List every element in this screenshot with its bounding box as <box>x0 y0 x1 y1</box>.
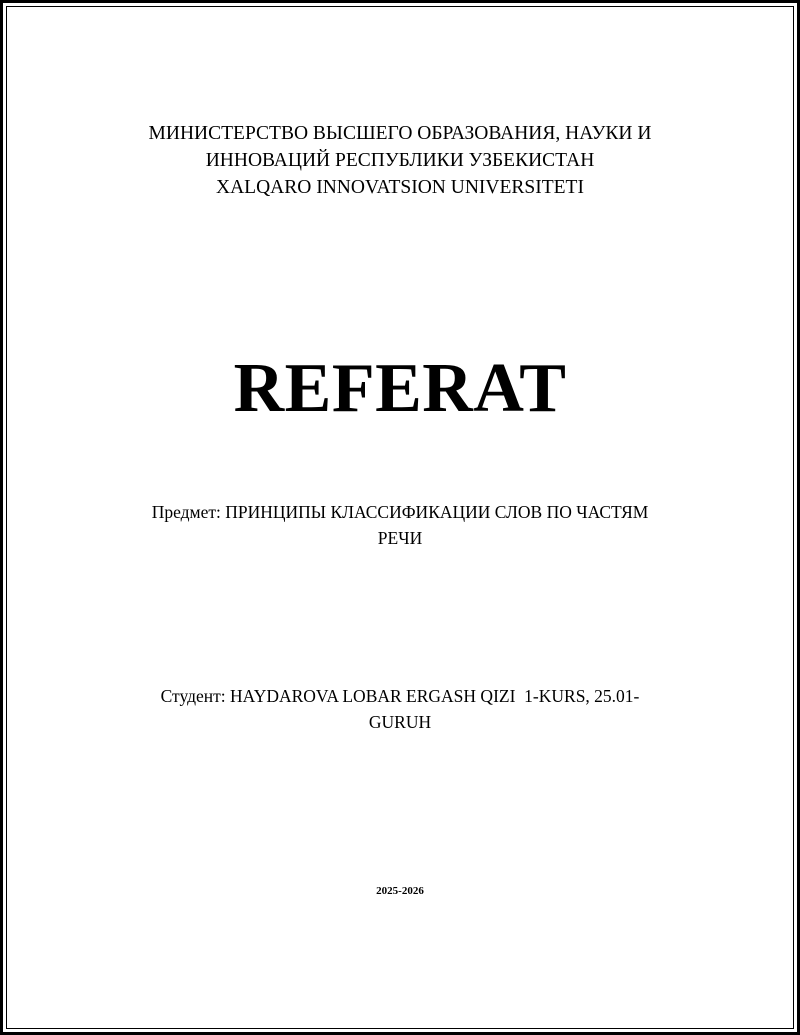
ministry-header <box>0 120 800 201</box>
ministry-line-2: ИННОВАЦИЙ РЕСПУБЛИКИ УЗБЕКИСТАН <box>205 150 595 171</box>
university-name: XALQARO INNOVATSION UNIVERSITETI <box>216 177 584 198</box>
student-line-1: Студент: HAYDAROVA LOBAR ERGASH QIZI 1-KURS, 25.01- <box>160 686 640 706</box>
ministry-line-1: МИНИСТЕРСТВО ВЫСШЕГО ОБРАЗОВАНИЯ, НАУКИ И <box>148 123 652 144</box>
subject-line-2: РЕЧИ <box>377 528 423 548</box>
subject-line-1: Предмет: ПРИНЦИПЫ КЛАССИФИКАЦИИ СЛОВ ПО ЧАСТЯМ <box>151 502 649 522</box>
document-title: REFERAT <box>233 350 567 427</box>
student-block <box>120 683 680 735</box>
subject-block <box>120 499 680 551</box>
academic-year: 2025-2026 <box>376 885 424 897</box>
student-line-2: GURUH <box>368 712 432 732</box>
